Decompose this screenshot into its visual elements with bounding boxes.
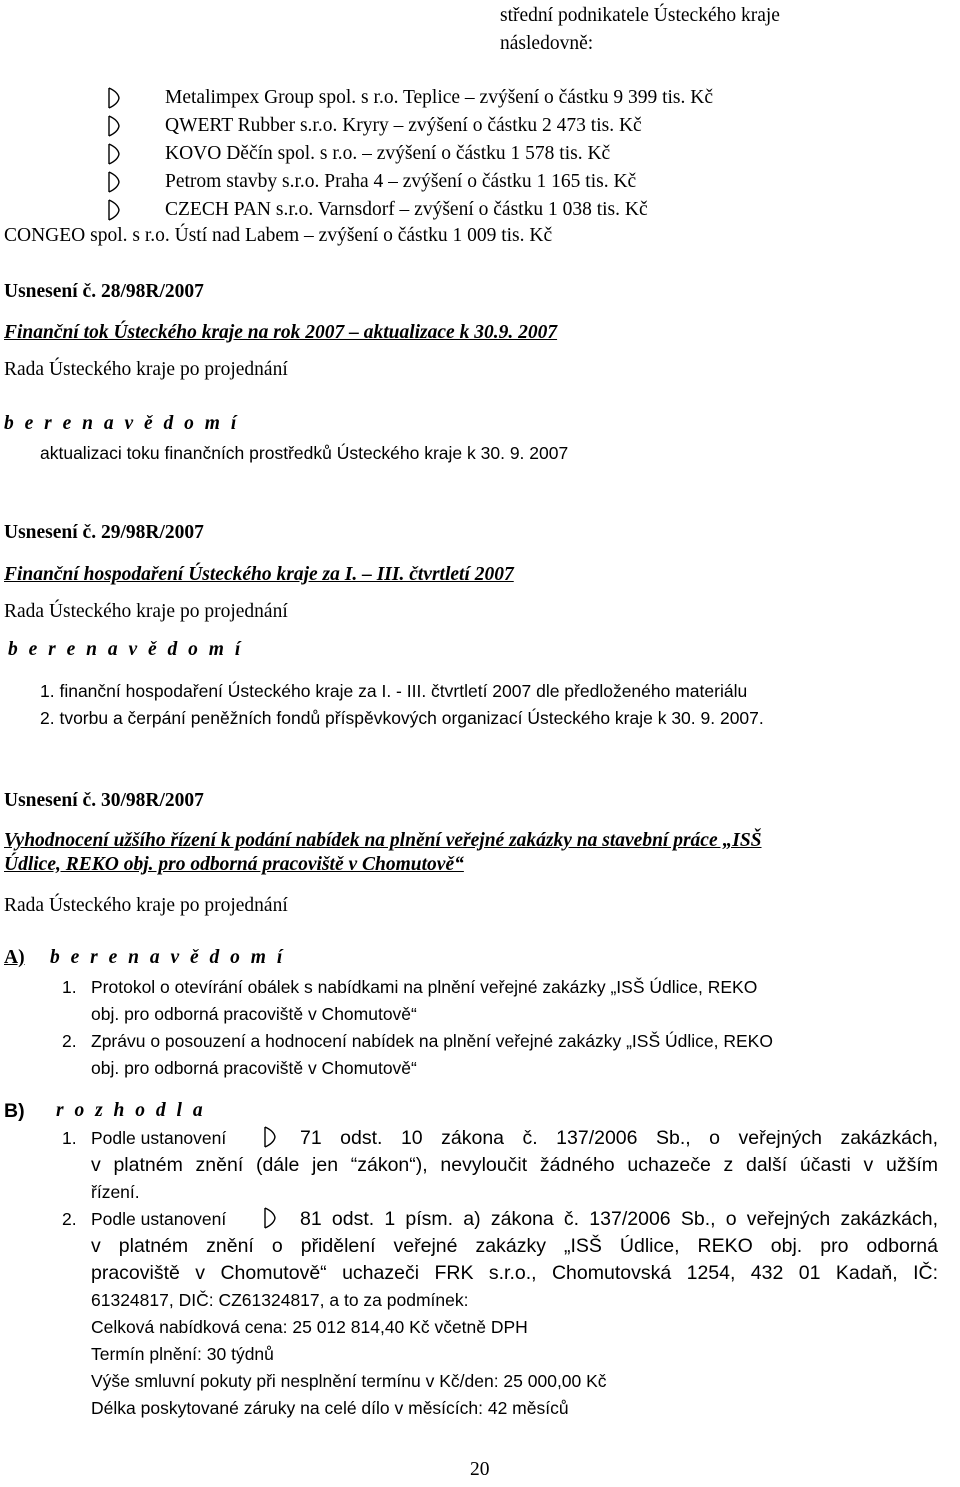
list-item: Podle ustanovení xyxy=(91,1128,227,1148)
council-text: Rada Ústeckého kraje po projednání xyxy=(4,895,288,916)
section-bullet-icon xyxy=(106,115,122,137)
resolution-text: aktualizaci toku finančních prostředků Ústeckého kraje k 30. 9. 2007 xyxy=(40,443,569,463)
paragraph-sign-icon xyxy=(262,1126,278,1148)
resolution-number: Usnesení č. 29/98R/2007 xyxy=(4,522,204,543)
list-item: Zprávu o posouzení a hodnocení nabídek na plnění veřejné zakázky „ISŠ Údlice, REKO xyxy=(91,1031,773,1051)
company-item: CZECH PAN s.r.o. Varnsdorf – zvýšení o částku 1 038 tis. Kč xyxy=(165,199,648,220)
paragraph-sign-icon xyxy=(262,1207,278,1229)
section-b-action: r o z h o d l a xyxy=(56,1100,206,1121)
condition-line: Termín plnění: 30 týdnů xyxy=(91,1344,274,1364)
intro-line-2: následovně: xyxy=(500,33,594,54)
section-bullet-icon xyxy=(106,87,122,109)
resolution-title: Finanční tok Ústeckého kraje na rok 2007 – aktualizace k 30.9. 2007 xyxy=(4,322,558,343)
list-item-number: 2. xyxy=(62,1031,77,1051)
resolution-title-line-1: Vyhodnocení užšího řízení k podání nabídek na plnění veřejné zakázky na stavební práce „ISŠ xyxy=(4,830,762,851)
company-item: QWERT Rubber s.r.o. Kryry – zvýšení o částku 2 473 tis. Kč xyxy=(165,115,642,136)
intro-line-1: střední podnikatele Ústeckého kraje xyxy=(500,5,780,26)
action-heading: b e r e n a v ě d o m í xyxy=(8,639,244,660)
list-item-number: 1. xyxy=(62,1128,77,1148)
company-item-last: CONGEO spol. s r.o. Ústí nad Labem – zvýšení o částku 1 009 tis. Kč xyxy=(4,225,553,246)
section-bullet-icon xyxy=(106,199,122,221)
list-item: 2. tvorbu a čerpání peněžních fondů příspěvkových organizací Ústeckého kraje k 30. 9. 2007. xyxy=(40,708,764,728)
list-item-continuation: obj. pro odborná pracoviště v Chomutově“ xyxy=(91,1058,417,1078)
action-heading: b e r e n a v ě d o m í xyxy=(4,413,240,434)
resolution-number: Usnesení č. 28/98R/2007 xyxy=(4,281,204,302)
section-bullet-icon xyxy=(106,143,122,165)
section-b-label: B) xyxy=(4,1100,25,1122)
company-item: Petrom stavby s.r.o. Praha 4 – zvýšení o částku 1 165 tis. Kč xyxy=(165,171,637,192)
section-a-action: b e r e n a v ě d o m í xyxy=(50,947,286,968)
resolution-title: Finanční hospodaření Ústeckého kraje za I. – III. čtvrtletí 2007 xyxy=(4,564,514,585)
page-number: 20 xyxy=(470,1459,490,1480)
condition-line: Délka poskytované záruky na celé dílo v měsících: 42 měsíců xyxy=(91,1398,569,1418)
resolution-title-line-2: Údlice, REKO obj. pro odborná pracoviště v Chomutově“ xyxy=(4,854,464,875)
list-item-continuation: v platném znění (dále jen “zákon“), nevyloučit žádného uchazeče z další účasti v užším xyxy=(91,1154,938,1176)
list-item-continuation: pracoviště v Chomutově“ uchazeči FRK s.r.o., Chomutovská 1254, 432 01 Kadaň, IČ: xyxy=(91,1262,938,1284)
list-item-continuation: 61324817, DIČ: CZ61324817, a to za podmínek: xyxy=(91,1290,469,1310)
list-item: 71 odst. 10 zákona č. 137/2006 Sb., o veřejných zakázkách, xyxy=(300,1127,938,1149)
list-item: 81 odst. 1 písm. a) zákona č. 137/2006 Sb., o veřejných zakázkách, xyxy=(300,1208,938,1230)
list-item: 1. finanční hospodaření Ústeckého kraje za I. - III. čtvrtletí 2007 dle předloženého materiálu xyxy=(40,681,748,701)
section-bullet-icon xyxy=(106,171,122,193)
list-item-continuation: obj. pro odborná pracoviště v Chomutově“ xyxy=(91,1004,417,1024)
company-item: KOVO Děčín spol. s r.o. – zvýšení o částku 1 578 tis. Kč xyxy=(165,143,611,164)
condition-line: Výše smluvní pokuty při nesplnění termínu v Kč/den: 25 000,00 Kč xyxy=(91,1371,607,1391)
council-text: Rada Ústeckého kraje po projednání xyxy=(4,359,288,380)
list-item: Podle ustanovení xyxy=(91,1209,227,1229)
condition-line: Celková nabídková cena: 25 012 814,40 Kč včetně DPH xyxy=(91,1317,528,1337)
resolution-number: Usnesení č. 30/98R/2007 xyxy=(4,790,204,811)
section-a-label: A) xyxy=(4,947,25,968)
council-text: Rada Ústeckého kraje po projednání xyxy=(4,601,288,622)
list-item-continuation: v platném znění o přidělení veřejné zakázky „ISŠ Údlice, REKO obj. pro odborná xyxy=(91,1235,938,1257)
company-item: Metalimpex Group spol. s r.o. Teplice – zvýšení o částku 9 399 tis. Kč xyxy=(165,87,713,108)
list-item: Protokol o otevírání obálek s nabídkami na plnění veřejné zakázky „ISŠ Údlice, REKO xyxy=(91,977,758,997)
list-item-number: 2. xyxy=(62,1209,77,1229)
list-item-continuation: řízení. xyxy=(91,1182,140,1202)
list-item-number: 1. xyxy=(62,977,77,997)
